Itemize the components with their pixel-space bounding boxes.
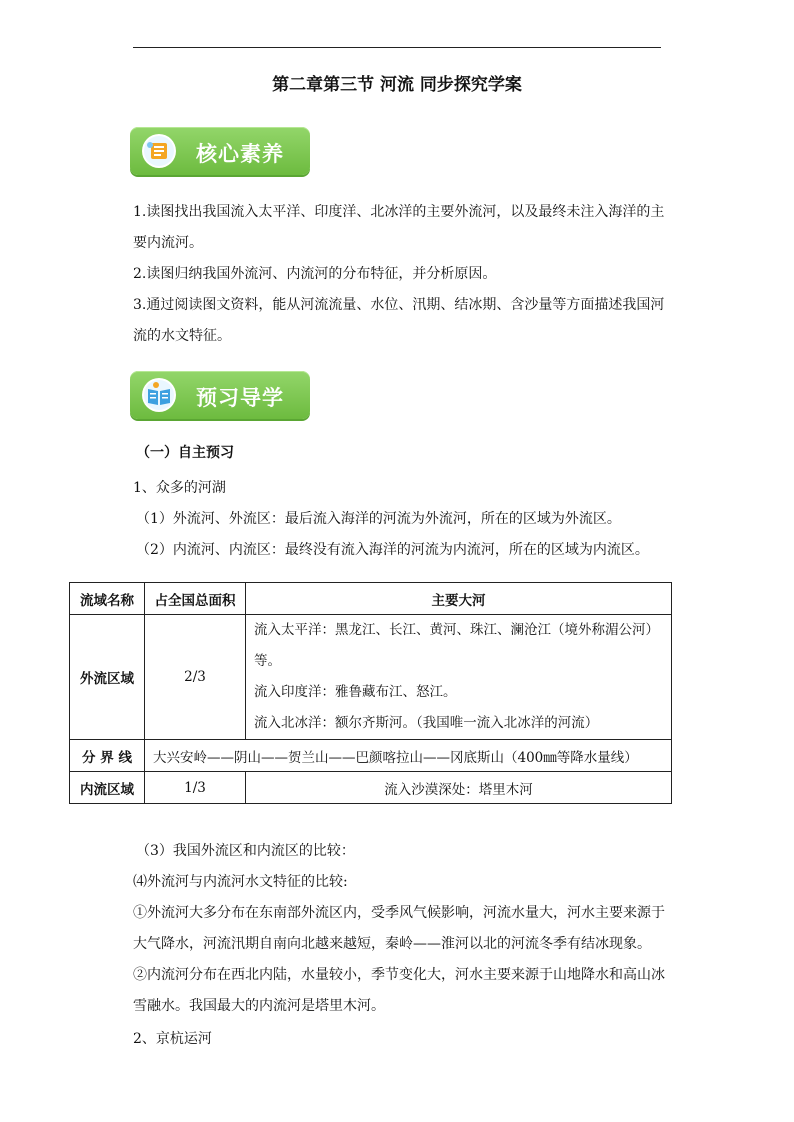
goal-line-4: 3.通过阅读图文资料，能从河流流量、水位、汛期、结冰期、含沙量等方面描述我国河 — [133, 297, 665, 313]
item-heading: 1、众多的河湖 — [133, 480, 226, 496]
preview-study-banner — [130, 371, 310, 419]
comparison-heading: （3）我国外流区和内流区的比较： — [136, 843, 355, 859]
header-cell: 主要大河 — [246, 583, 672, 615]
banner-label: 预习导学 — [196, 386, 284, 410]
header-cell: 占全国总面积 — [145, 583, 246, 615]
paragraph-line: ②内流河分布在西北内陆，水量较小，季节变化大，河水主要来源于山地降水和高山冰 — [133, 967, 665, 983]
goal-line-1: 1.读图找出我国流入太平洋、印度洋、北冰洋的主要外流河，以及最终未注入海洋的主 — [133, 204, 665, 220]
table-row — [70, 615, 672, 740]
paragraph-line: ①外流河大多分布在东南部外流区内，受季风气候影响，河流水量大，河水主要来源于 — [133, 905, 665, 921]
river-basin-table — [69, 582, 672, 804]
table-row — [70, 772, 672, 804]
region-name: 内流区域 — [70, 772, 145, 804]
open-book-icon — [142, 378, 176, 412]
divider-line-text: 大兴安岭——阴山——贺兰山——巴颜喀拉山——冈底斯山（400㎜等降水量线） — [145, 740, 672, 772]
goal-line-5: 流的水文特征。 — [133, 328, 231, 344]
paragraph-line: 大气降水，河流汛期自南向北越来越短，秦岭——淮河以北的河流冬季有结冰现象。 — [133, 936, 651, 952]
paragraph-line: 雪融水。我国最大的内流河是塔里木河。 — [133, 998, 385, 1014]
section-heading: （一）自主预习 — [136, 445, 234, 461]
book-badge-icon — [142, 134, 176, 168]
river-line: 流入太平洋：黑龙江、长江、黄河、珠江、澜沧江（境外称湄公河） — [254, 622, 659, 638]
page-title: 第二章第三节 河流 同步探究学案 — [272, 75, 522, 95]
definition-outer: （1）外流河、外流区：最后流入海洋的河流为外流河，所在的区域为外流区。 — [136, 511, 621, 527]
goal-line-2: 要内流河。 — [133, 235, 203, 251]
definition-inner: （2）内流河、内流区：最终没有流入海洋的河流为内流河，所在的区域为内流区。 — [136, 542, 649, 558]
river-line: 等。 — [254, 653, 281, 669]
area-share: 2/3 — [145, 615, 246, 740]
header-cell: 流域名称 — [70, 583, 145, 615]
main-rivers — [246, 615, 672, 740]
river-line: 流入北冰洋：额尔齐斯河。（我国唯一流入北冰洋的河流） — [254, 715, 599, 731]
header-rule — [133, 47, 661, 48]
goal-line-3: 2.读图归纳我国外流河、内流河的分布特征，并分析原因。 — [133, 266, 497, 282]
region-name: 分 界 线 — [70, 740, 145, 772]
table-header-row — [70, 583, 672, 615]
item-heading: 2、京杭运河 — [133, 1031, 212, 1047]
region-name: 外流区域 — [70, 615, 145, 740]
area-share: 1/3 — [145, 772, 246, 804]
main-rivers: 流入沙漠深处：塔里木河 — [246, 772, 672, 804]
core-literacy-banner — [130, 127, 310, 175]
river-line: 流入印度洋：雅鲁藏布江、怒江。 — [254, 684, 457, 700]
subheading: ⑷外流河与内流河水文特征的比较: — [133, 874, 348, 890]
table-row — [70, 740, 672, 772]
banner-label: 核心素养 — [196, 142, 284, 166]
